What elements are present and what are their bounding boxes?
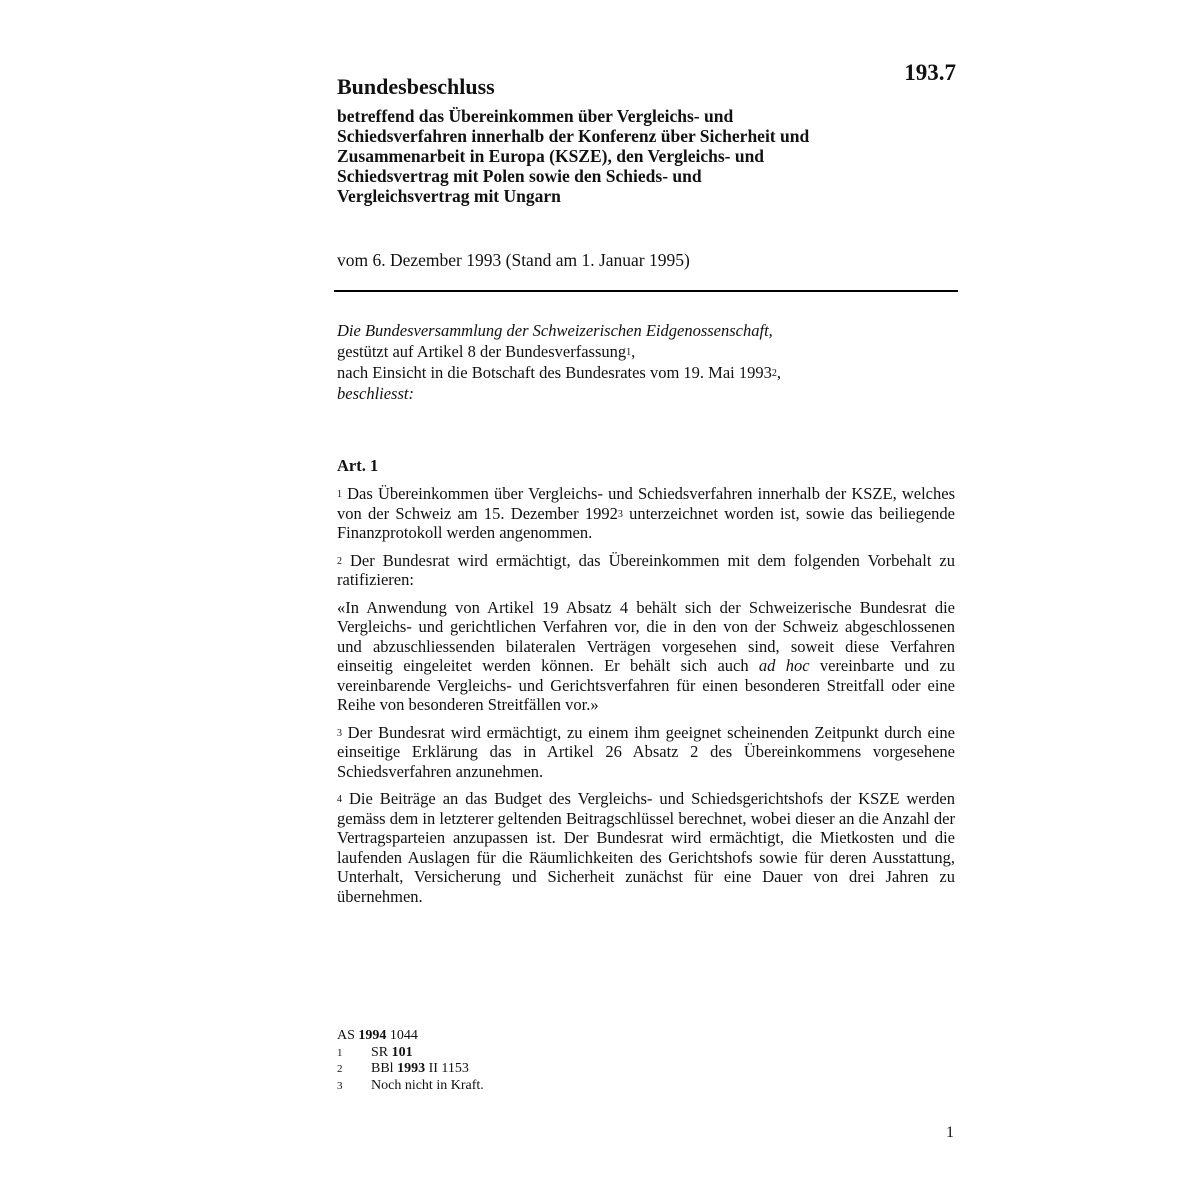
preamble-message: nach Einsicht in die Botschaft des Bundesrates vom 19. Mai 1993$^2$, <box>337 363 782 382</box>
footnote-2: 2 BBl 1993 II 1153 <box>337 1061 469 1076</box>
as-reference: AS 1994 1044 <box>337 1028 418 1043</box>
paragraph-1: $^1$ Das Übereinkommen über Vergleichs- und Schiedsverfahren innerhalb der KSZE, welches von der Schweiz am 15. Dezember 1992$^3$ unterzeichnet worden ist, sowie das beiliegende Finanzprotokoll werden angenommen. <box>337 484 955 542</box>
subtitle-line: Schiedsvertrag mit Polen sowie den Schieds- und <box>337 166 702 186</box>
subtitle-line: Zusammenarbeit in Europa (KSZE), den Vergleichs- und <box>337 146 765 166</box>
footnotes <box>337 1028 737 1094</box>
footnote-ref: 3 <box>617 508 623 520</box>
subtitle-line: Schiedsverfahren innerhalb der Konferenz über Sicherheit und <box>337 126 810 146</box>
header-divider <box>334 290 958 292</box>
document-title: Bundesbeschluss <box>337 74 495 99</box>
subtitle-line: Vergleichsvertrag mit Ungarn <box>337 186 561 206</box>
paragraph-2: $^2$ Der Bundesrat wird ermächtigt, das Übereinkommen mit dem folgenden Vorbehalt zu ratifizieren: <box>337 550 955 589</box>
sr-number: 193.7 <box>904 60 956 85</box>
reservation-quote: «In Anwendung von Artikel 19 Absatz 4 behält sich der Schweizerische Bundesrat die Vergleichs- und gerichtlichen Verfahren vor, die in den von der Schweiz abgeschlossenen und abzuschliessenden bilateralen Verträgen vorgesehen sind, soweit diese Verfahren einseitig eingeleitet werden können. Er behält sich auch ad hoc vereinbarte und zu vereinbarende Vergleichs- und Gerichtsverfahren für einen besonderen Streitfall oder eine Reihe von besonderen Streitfällen vor.» <box>337 597 955 714</box>
article-body <box>337 484 955 914</box>
document-subtitle <box>337 106 897 206</box>
article-heading: Art. 1 <box>337 456 379 475</box>
footnote-ref: 1 <box>626 347 632 358</box>
date-line: vom 6. Dezember 1993 (Stand am 1. Januar 1995) <box>337 250 690 270</box>
preamble-assembly: Die Bundesversammlung der Schweizerischen Eidgenossenschaft, <box>337 321 773 340</box>
subtitle-line: betreffend das Übereinkommen über Vergleichs- und <box>337 106 734 126</box>
footnote-ref: 2 <box>771 368 777 379</box>
paragraph-3: $^3$ Der Bundesrat wird ermächtigt, zu einem ihm geeignet scheinenden Zeitpunkt durch eine einseitige Erklärung das in Artikel 26 Absatz 2 des Übereinkommens vorgesehene Schiedsverfahren anzunehmen. <box>337 722 955 781</box>
preamble-basis: gestützt auf Artikel 8 der Bundesverfassung$^1$, <box>337 342 636 361</box>
paragraph-4: $^4$ Die Beiträge an das Budget des Vergleichs- und Schiedsgerichtshofs der KSZE werden gemäss dem in letzterer geltenden Beitragschlüssel berechnet, wobei dieser an die Anzahl der Vertragsparteien anzupassen ist. Der Bundesrat wird ermächtigt, die Mietkosten und die laufenden Auslagen für die Räumlichkeiten des Gerichtshofs sowie für deren Ausstattung, Unterhalt, Versicherung und Sicherheit zunächst für eine Dauer von drei Jahren zu übernehmen. <box>337 789 955 906</box>
page-number: 1 <box>946 1124 954 1141</box>
preamble-decides: beschliesst: <box>337 384 414 403</box>
preamble <box>337 320 957 404</box>
footnote-1: 1 SR 101 <box>337 1044 413 1060</box>
footnote-3: 3 Noch nicht in Kraft. <box>337 1077 484 1093</box>
